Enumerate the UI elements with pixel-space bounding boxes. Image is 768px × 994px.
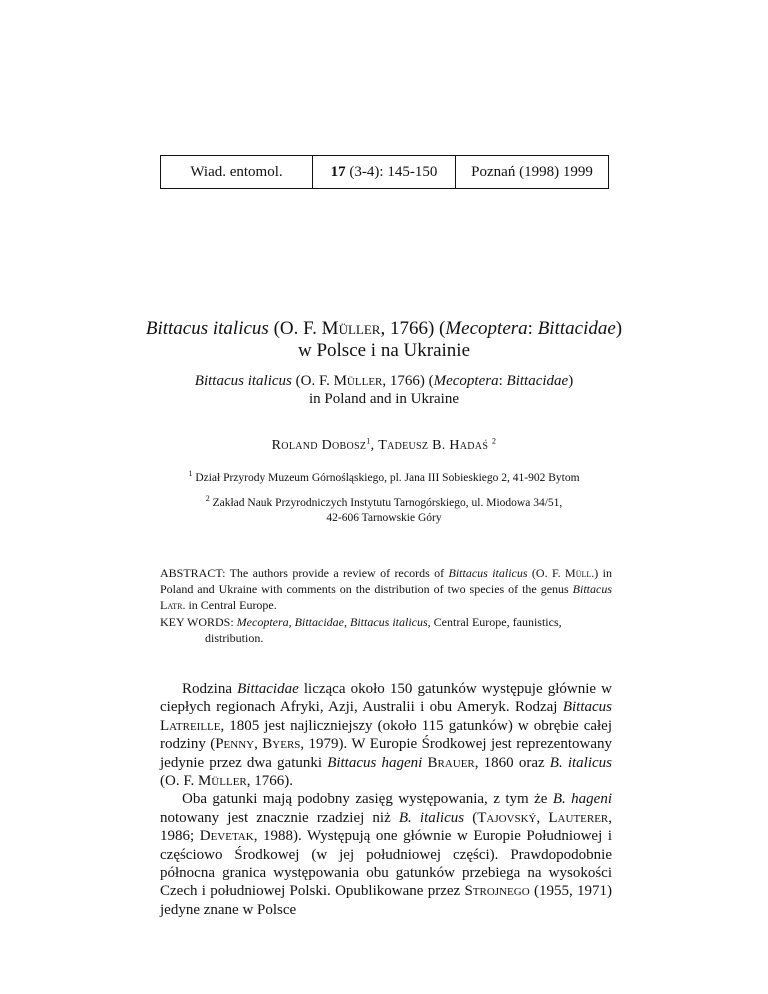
body-text-run: , 1986; (160, 809, 613, 845)
body-taxon: B. italicus (398, 809, 465, 826)
abstract-text: in Central Europe. (185, 598, 277, 612)
title-text: , 1766) ( (380, 318, 446, 339)
place-year-text: Poznań (1998) 1999 (471, 163, 593, 180)
abstract (160, 565, 612, 613)
title-english-line2: in Poland and in Ukraine (309, 391, 459, 407)
abstract-species: Bittacus italicus (448, 566, 528, 580)
keywords (160, 614, 612, 646)
abstract-text: (O. F. (527, 566, 566, 580)
title-text: ) (615, 318, 623, 339)
body-author: Strojnego (464, 883, 530, 900)
author-1-affil-mark: 1 (366, 436, 371, 446)
title-english (0, 372, 768, 408)
journal-name-text: Wiad. entomol. (190, 163, 283, 180)
title-text: ) (568, 373, 574, 389)
body-text-run: (O. F. (160, 773, 198, 790)
body-text-run: , 1860 oraz (474, 754, 550, 771)
issue-pages: (3-4): 145-150 (345, 163, 438, 180)
affiliation-2 (0, 496, 768, 526)
keyword: Bittacidae (294, 615, 344, 629)
keyword: Mecoptera (236, 615, 289, 629)
body-author: Tajovský (477, 809, 537, 826)
keyword-separator: , (288, 615, 295, 629)
journal-name (161, 156, 313, 188)
body-text (160, 680, 612, 919)
body-author: Penny (215, 736, 255, 753)
body-text-run: Oba gatunki mają podobny zasięg występowania, z tym że (182, 791, 553, 808)
body-text-run: notowany jest znacznie rzadziej niż (160, 809, 399, 826)
body-taxon: B. italicus (549, 754, 613, 771)
volume-number: 17 (330, 163, 346, 180)
abstract-genus: Bittacus (572, 582, 612, 596)
author-1: Roland Dobosz (271, 438, 367, 453)
abstract-author: Müll. (565, 566, 595, 580)
title-polish-line2: w Polsce i na Ukrainie (297, 340, 470, 361)
keywords-label: KEY WORDS: (160, 615, 234, 629)
keyword: Bittacus italicus (349, 615, 428, 629)
body-taxon: Bittacus hageni (327, 754, 423, 771)
abstract-text: The authors provide a review of records of (225, 566, 449, 580)
affiliation-2-text-line2: 42-606 Tarnowskie Góry (326, 512, 442, 524)
journal-place-year (456, 156, 608, 188)
body-text-run: , 1805 jest najliczniejszy (około 115 gatunków) w obrębie całej rodziny ( (160, 717, 612, 753)
title-species: Bittacus italicus (194, 373, 292, 389)
body-text-run: licząca około 150 gatunków występuje głównie w ciepłych regionach Afryki, Azji, Australii i obu Ameryk. Rodzaj (160, 681, 612, 716)
title-author: Müller (333, 373, 383, 389)
affiliation-2-text-line1: Zakład Nauk Przyrodniczych Instytutu Tarnogórskiego, ul. Miodowa 34/51, (212, 497, 563, 509)
body-author: Devetak (199, 828, 254, 845)
keyword-separator: , (343, 615, 350, 629)
keyword-rest: , Central Europe, faunistics, distribution. (205, 615, 562, 645)
title-text: : (527, 318, 538, 339)
body-author: Byers (262, 736, 301, 753)
title-family: Bittacidae (537, 318, 616, 339)
title-text: (O. F. (291, 373, 334, 389)
body-author: Latreille (160, 717, 221, 734)
title-text: (O. F. (268, 318, 322, 339)
body-paragraph-2 (160, 790, 612, 919)
body-text-run: , (254, 736, 263, 753)
title-text: : (498, 373, 507, 389)
abstract-author: Latr. (160, 598, 186, 612)
title-species: Bittacus italicus (145, 318, 269, 339)
body-text-run: ( (464, 809, 478, 826)
body-text-run: Rodzina (182, 681, 238, 697)
body-taxon: Bittacus (562, 699, 612, 716)
title-polish (0, 318, 768, 362)
journal-volume (313, 156, 456, 188)
affiliation-1-text: Dział Przyrody Muzeum Górnośląskiego, pl. Jana III Sobieskiego 2, 41-902 Bytom (195, 472, 580, 484)
body-text-run: , (536, 809, 549, 826)
abstract-label: ABSTRACT: (160, 566, 226, 580)
body-text-run: , 1988). Występują one głównie w Europie Południowej i częściowo Środkowej (w jej południowej części). Prawdopodobnie północna granica występowania obu gatunków przebiega na wysokości Czech i południowej Polski. Opublikowane przez (160, 828, 612, 900)
journal-header-box (160, 155, 609, 189)
affiliation-1 (0, 471, 768, 486)
body-paragraph-1 (160, 680, 612, 790)
title-order: Mecoptera (433, 373, 499, 389)
body-taxon: B. hageni (552, 791, 612, 808)
title-order: Mecoptera (445, 318, 528, 339)
affiliation-1-mark: 1 (188, 469, 193, 479)
author-2-affil-mark: 2 (492, 436, 497, 446)
body-taxon: Bittacidae (237, 681, 299, 697)
title-author: Müller (321, 318, 381, 339)
title-family: Bittacidae (506, 373, 569, 389)
body-author: Lauterer (548, 809, 609, 826)
title-text: , 1766) ( (382, 373, 434, 389)
abstract-text: ) in Poland and Ukraine with comments on the distribution of two species of the genus (160, 566, 612, 596)
author-separator: , (370, 438, 379, 453)
affiliation-2-mark: 2 (205, 494, 210, 504)
body-text-run: , 1766). (246, 773, 293, 790)
authors (0, 438, 768, 454)
body-text-run: (1955, 1971) jedyne znane w Polsce (160, 883, 612, 918)
body-author: Brauer (427, 754, 475, 771)
body-text-run: , 1979). W Europie Środkowej jest reprezentowany jedynie przez dwa gatunki (160, 736, 612, 771)
body-author: Müller (197, 773, 247, 790)
author-2: Tadeusz B. Hadaś (378, 438, 489, 453)
